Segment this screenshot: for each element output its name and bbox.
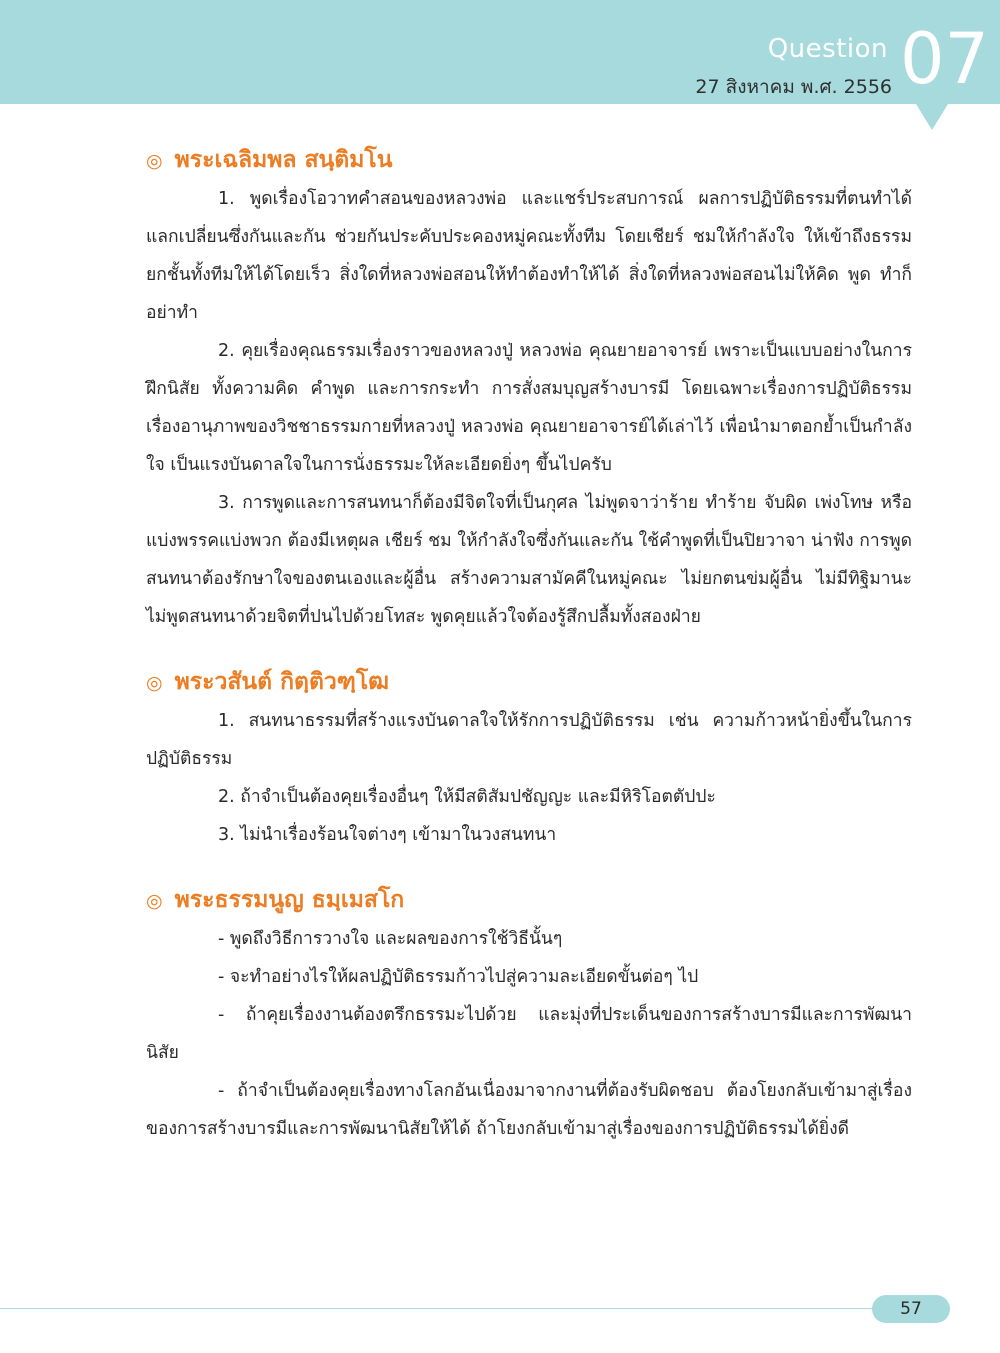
paragraph: - ถ้าคุยเรื่องงานต้องตรึกธรรมะไปด้วย และมุ่งที่ประเด็นของการสร้างบารมีและการพัฒนานิสัย [146, 1005, 912, 1063]
paragraph: 1. พูดเรื่องโอวาทคำสอนของหลวงพ่อ และแชร์ประสบการณ์ ผลการปฏิบัติธรรมที่ตนทำได้ แลกเปลี่ยนซึ่งกันและกัน ช่วยกันประคับประคองหมู่คณะทั้งทีม โดยเชียร์ ชมให้กำลังใจ ให้เข้าถึงธรรมยกชั้นทั้งทีมให้ได้โดยเร็ว สิ่งใดที่หลวงพ่อสอนให้ทำต้องทำให้ได้ สิ่งใดที่หลวงพ่อสอนไม่ให้คิด พูด ทำก็อย่าทำ [146, 189, 912, 323]
circle-bullet-icon: ◎ [146, 890, 163, 912]
circle-bullet-icon: ◎ [146, 150, 163, 172]
footer-divider [0, 1308, 880, 1309]
paragraph: - ถ้าจำเป็นต้องคุยเรื่องทางโลกอันเนื่องมาจากงานที่ต้องรับผิดชอบ ต้องโยงกลับเข้ามาสู่เรื่องของการสร้างบารมีและการพัฒนานิสัยให้ได้ ถ้าโยงกลับเข้ามาสู่เรื่องของการปฏิบัติธรรมได้ยิ่งดี [146, 1081, 912, 1139]
circle-bullet-icon: ◎ [146, 672, 163, 694]
section-title [146, 880, 912, 920]
page-content [146, 140, 912, 1148]
section-title [146, 140, 912, 180]
paragraph: - พูดถึงวิธีการวางใจ และผลของการใช้วิธีนั้นๆ [218, 929, 563, 949]
question-date: 27 สิงหาคม พ.ศ. 2556 [695, 76, 892, 98]
paragraph: 2. คุยเรื่องคุณธรรมเรื่องราวของหลวงปู่ หลวงพ่อ คุณยายอาจารย์ เพราะเป็นแบบอย่างในการฝึกนิสัย ทั้งความคิด คำพูด และการกระทำ การสั่งสมบุญสร้างบารมี โดยเฉพาะเรื่องการปฏิบัติธรรม เรื่องอานุภาพของวิชชาธรรมกายที่หลวงปู่ หลวงพ่อ คุณยายอาจารย์ได้เล่าไว้ เพื่อนำมาตอกย้ำเป็นกำลังใจ เป็นแรงบันดาลใจในการนั่งธรรมะให้ละเอียดยิ่งๆ ขึ้นไปครับ [146, 341, 912, 475]
monk-name: พระวสันต์ กิตฺติวฑฺโฒ [174, 669, 390, 695]
section [146, 140, 912, 636]
paragraph: 3. ไม่นำเรื่องร้อนใจต่างๆ เข้ามาในวงสนทนา [218, 825, 557, 845]
monk-name: พระธรรมนูญ ธมฺเมสโก [174, 887, 405, 913]
paragraph: 1. สนทนาธรรมที่สร้างแรงบันดาลใจให้รักการปฏิบัติธรรม เช่น ความก้าวหน้ายิ่งขึ้นในการปฏิบัติธรรม [146, 711, 912, 769]
section [146, 880, 912, 1148]
paragraph: 3. การพูดและการสนทนาก็ต้องมีจิตใจที่เป็นกุศล ไม่พูดจาว่าร้าย ทำร้าย จับผิด เพ่งโทษ หรือแบ่งพรรคแบ่งพวก ต้องมีเหตุผล เชียร์ ชม ให้กำลังใจซึ่งกันและกัน ใช้คำพูดที่เป็นปิยวาจา น่าฟัง การพูดสนทนาต้องรักษาใจของตนเองและผู้อื่น สร้างความสามัคคีในหมู่คณะ ไม่ยกตนข่มผู้อื่น ไม่มีทิฐิมานะ ไม่พูดสนทนาด้วยจิตที่ปนไปด้วยโทสะ พูดคุยแล้วใจต้องรู้สึกปลื้มทั้งสองฝ่าย [146, 493, 912, 627]
monk-name: พระเฉลิมพล สนฺติมโน [174, 147, 393, 173]
page-number: 57 [872, 1295, 950, 1323]
paragraph: 2. ถ้าจำเป็นต้องคุยเรื่องอื่นๆ ให้มีสติสัมปชัญญะ และมีหิริโอตตัปปะ [218, 787, 716, 807]
question-number: 07 [900, 18, 990, 100]
question-label: Question [767, 34, 888, 64]
paragraph: - จะทำอย่างไรให้ผลปฏิบัติธรรมก้าวไปสู่ความละเอียดขั้นต่อๆ ไป [218, 967, 699, 987]
header-notch [916, 104, 948, 130]
section-title [146, 662, 912, 702]
section [146, 662, 912, 854]
